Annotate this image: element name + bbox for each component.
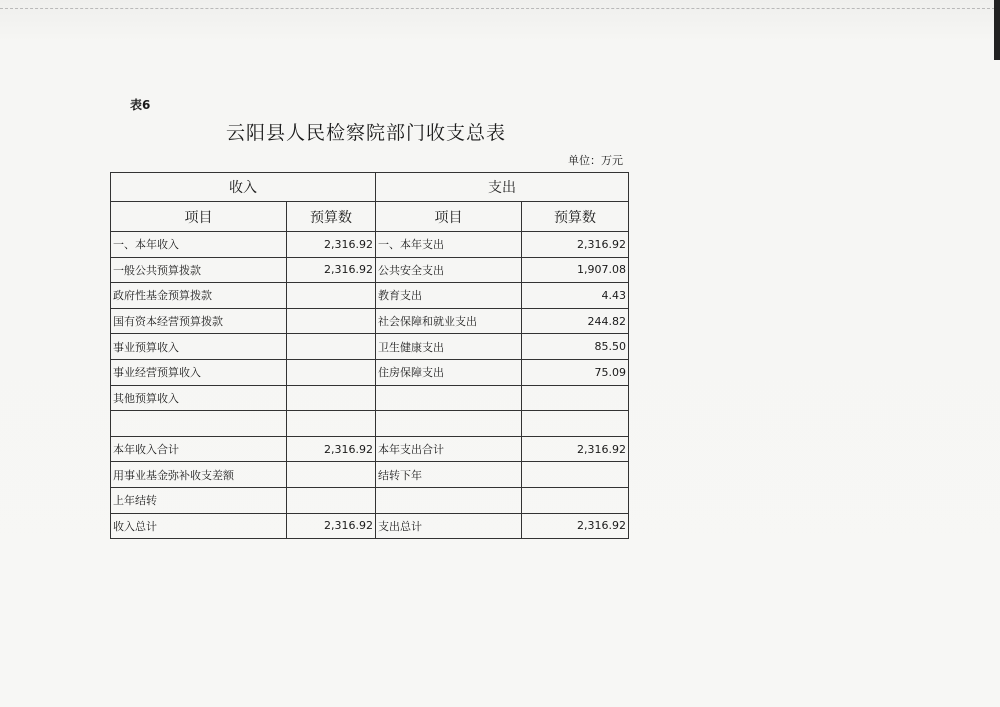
income-value [287,487,376,513]
table-row [111,359,629,385]
income-item: 事业预算收入 [111,334,287,360]
column-header-row [111,202,629,232]
group-header-row [111,173,629,202]
expense-value: 4.43 [522,283,629,309]
scan-edge-shadow [994,0,1000,60]
income-item [111,411,287,437]
expense-value: 244.82 [522,308,629,334]
income-item: 其他预算收入 [111,385,287,411]
expense-item: 结转下年 [376,462,522,488]
expense-item [376,487,522,513]
expense-value [522,462,629,488]
income-item: 用事业基金弥补收支差额 [111,462,287,488]
income-value [287,385,376,411]
income-value [287,462,376,488]
expense-value: 85.50 [522,334,629,360]
table-row [111,385,629,411]
expense-item: 住房保障支出 [376,359,522,385]
expense-value [522,385,629,411]
expense-item [376,411,522,437]
table-row [111,462,629,488]
expense-value: 2,316.92 [522,513,629,539]
table-row [111,257,629,283]
expense-item: 支出总计 [376,513,522,539]
document-title: 云阳县人民检察院部门收支总表 [226,122,507,144]
table-row [111,487,629,513]
table-row [111,283,629,309]
income-item: 国有资本经营预算拨款 [111,308,287,334]
income-item: 事业经营预算收入 [111,359,287,385]
expense-value: 75.09 [522,359,629,385]
income-value: 2,316.92 [287,232,376,258]
income-item: 政府性基金预算拨款 [111,283,287,309]
income-value: 2,316.92 [287,436,376,462]
income-value [287,359,376,385]
scan-edge-line [0,8,1000,9]
income-header: 收入 [111,173,376,202]
income-value: 2,316.92 [287,513,376,539]
expense-item: 卫生健康支出 [376,334,522,360]
income-value [287,334,376,360]
table-row [111,232,629,258]
income-item: 本年收入合计 [111,436,287,462]
expense-value: 2,316.92 [522,232,629,258]
table-number: 表6 [130,98,151,112]
table-row [111,308,629,334]
revenue-expenditure-table [110,172,629,539]
income-budget-header: 预算数 [287,202,376,232]
expense-item [376,385,522,411]
expense-header: 支出 [376,173,629,202]
income-item: 一、本年收入 [111,232,287,258]
income-value: 2,316.92 [287,257,376,283]
table-row [111,436,629,462]
expense-value [522,487,629,513]
table-row [111,513,629,539]
expense-item: 教育支出 [376,283,522,309]
income-item: 一般公共预算拨款 [111,257,287,283]
income-value [287,411,376,437]
table-row [111,411,629,437]
table-row [111,334,629,360]
expense-item-header: 项目 [376,202,522,232]
income-item: 上年结转 [111,487,287,513]
expense-budget-header: 预算数 [522,202,629,232]
expense-value: 2,316.92 [522,436,629,462]
unit-label: 单位：万元 [568,154,623,167]
income-item: 收入总计 [111,513,287,539]
expense-item: 本年支出合计 [376,436,522,462]
income-value [287,283,376,309]
expense-item: 一、本年支出 [376,232,522,258]
expense-item: 公共安全支出 [376,257,522,283]
expense-item: 社会保障和就业支出 [376,308,522,334]
expense-value [522,411,629,437]
expense-value: 1,907.08 [522,257,629,283]
income-value [287,308,376,334]
income-item-header: 项目 [111,202,287,232]
